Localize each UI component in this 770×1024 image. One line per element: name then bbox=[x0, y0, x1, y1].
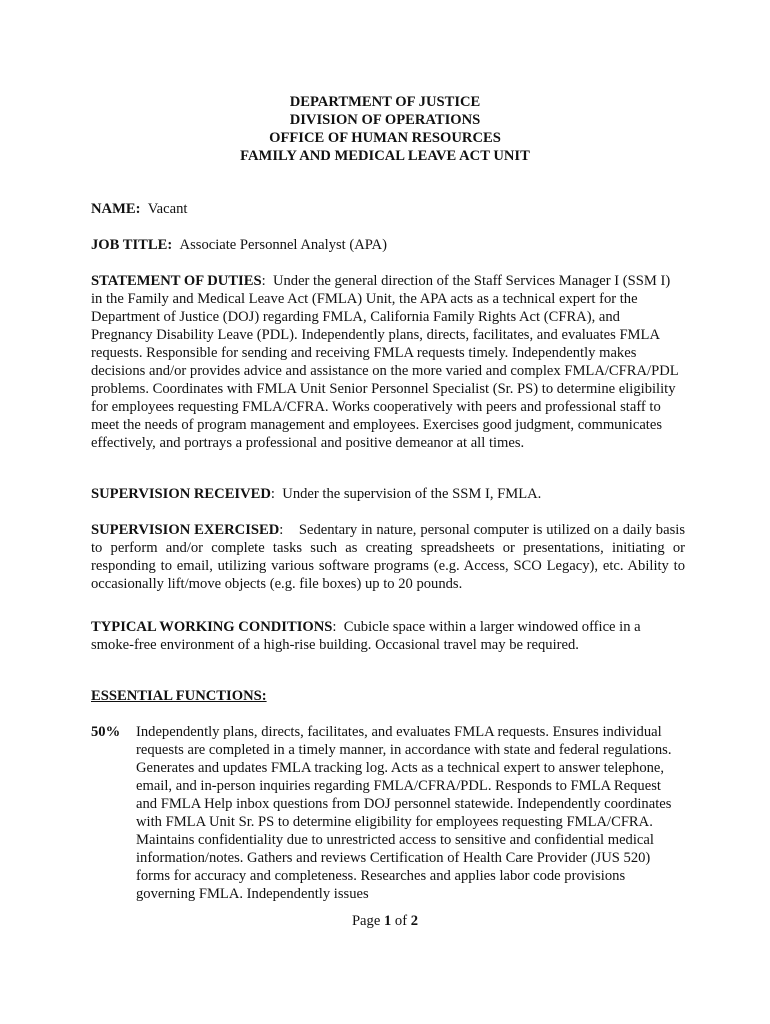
essential-function-percent: 50% bbox=[91, 724, 121, 740]
supervision-exercised-text: Sedentary in nature, personal computer is utilized on a daily basis to perform and/or complete tasks such as creating spreadsheets or presentations, initiating or responding to email, utilizing various software programs (e.g. Access, SCO Legacy), etc. Ability to occasionally lift/move objects (e.g. file boxes) up to 20 pounds. bbox=[91, 522, 685, 592]
typical-working-conditions-text: Cubicle space within a larger windowed office in a smoke-free environment of a high-rise building. Occasional travel may be required. bbox=[91, 619, 641, 653]
footer-page-total: 2 bbox=[410, 913, 419, 929]
statement-of-duties-section: STATEMENT OF DUTIES: Under the general direction of the Staff Services Manager I (SSM I) in the Family and Medical Leave Act (FMLA) Unit, the APA acts as a technical expert for the Department of Justice (DOJ) regarding FMLA, California Family Rights Act (CFRA), and Pregnancy Disability Leave (PDL). Independently plans, directs, facilitates, and evaluates FMLA requests. Responsible for sending and receiving FMLA requests timely. Independently makes decisions and/or provides advice and assistance on the more varied and complex FMLA/CFRA/PDL problems. Coordinates with FMLA Unit Senior Personnel Specialist (Sr. PS) to determine eligibility for employees requesting FMLA/CFRA. Works cooperatively with peers and professional staff to meet the needs of program management and employees. Exercises good judgment, communicates effectively, and portrays a professional and positive demeanor at all times. bbox=[91, 273, 679, 451]
header-line-office: OFFICE OF HUMAN RESOURCES bbox=[269, 130, 501, 146]
supervision-received-label: SUPERVISION RECEIVED bbox=[91, 486, 271, 502]
header-line-department: DEPARTMENT OF JUSTICE bbox=[289, 94, 481, 110]
header-line-division: DIVISION OF OPERATIONS bbox=[289, 112, 481, 128]
typical-working-conditions-section: TYPICAL WORKING CONDITIONS: Cubicle space within a larger windowed office in a smoke-free environment of a high-rise building. Occasional travel may be required. bbox=[91, 619, 641, 653]
job-title-value: Associate Personnel Analyst (APA) bbox=[179, 237, 387, 253]
supervision-exercised-label: SUPERVISION EXERCISED bbox=[91, 522, 280, 538]
name-field bbox=[91, 200, 685, 218]
job-title-label: JOB TITLE: bbox=[91, 237, 173, 253]
essential-function-text: Independently plans, directs, facilitates, and evaluates FMLA requests. Ensures individual requests are completed in a timely manner, in accordance with state and federal regulations. Generates and updates FMLA tracking log. Acts as a technical expert to answer telephone, email, and in-person inquiries regarding FMLA/CFRA/PDL. Responds to FMLA Request and FMLA Help inbox questions from DOJ personnel statewide. Independently coordinates with FMLA Unit Sr. PS to determine eligibility for employees requesting FMLA/CFRA. Maintains confidentiality due to unrestricted access to sensitive and confidential medical information/notes. Gathers and reviews Certification of Health Care Provider (JUS 520) forms for accuracy and completeness. Researches and applies labor code provisions governing FMLA. Independently issues bbox=[136, 724, 672, 902]
page-footer bbox=[0, 912, 770, 930]
footer-page-word: Page bbox=[351, 913, 381, 929]
supervision-exercised-section: SUPERVISION EXERCISED: Sedentary in nature, personal computer is utilized on a daily basis to perform and/or complete tasks such as creating spreadsheets or presentations, initiating or responding to email, utilizing various software programs (e.g. Access, SCO Legacy), etc. Ability to occasionally lift/move objects (e.g. file boxes) up to 20 pounds. bbox=[91, 522, 685, 592]
name-label: NAME: bbox=[91, 201, 141, 217]
footer-page-current: 1 bbox=[383, 913, 392, 929]
essential-functions-heading bbox=[91, 687, 685, 705]
essential-functions-title: ESSENTIAL FUNCTIONS: bbox=[91, 688, 267, 704]
supervision-received-section: SUPERVISION RECEIVED: Under the supervision of the SSM I, FMLA. bbox=[91, 486, 542, 502]
footer-of-word: of bbox=[394, 913, 408, 929]
document-header bbox=[0, 93, 770, 165]
job-title-field bbox=[91, 236, 685, 254]
header-line-unit: FAMILY AND MEDICAL LEAVE ACT UNIT bbox=[240, 148, 530, 164]
name-value: Vacant bbox=[147, 201, 188, 217]
statement-of-duties-label: STATEMENT OF DUTIES bbox=[91, 273, 262, 289]
statement-of-duties-text: Under the general direction of the Staff Services Manager I (SSM I) in the Family and Medical Leave Act (FMLA) Unit, the APA acts as a technical expert for the Department of Justice (DOJ) regarding FMLA, California Family Rights Act (CFRA), and Pregnancy Disability Leave (PDL). Independently plans, directs, facilitates, and evaluates FMLA requests. Responsible for sending and receiving FMLA requests timely. Independently makes decisions and/or provides advice and assistance on the more varied and complex FMLA/CFRA/PDL problems. Coordinates with FMLA Unit Senior Personnel Specialist (Sr. PS) to determine eligibility for employees requesting FMLA/CFRA. Works cooperatively with peers and professional staff to meet the needs of program management and employees. Exercises good judgment, communicates effectively, and portrays a professional and positive demeanor at all times. bbox=[91, 273, 679, 451]
typical-working-conditions-label: TYPICAL WORKING CONDITIONS bbox=[91, 619, 333, 635]
supervision-received-text: Under the supervision of the SSM I, FMLA. bbox=[282, 486, 542, 502]
